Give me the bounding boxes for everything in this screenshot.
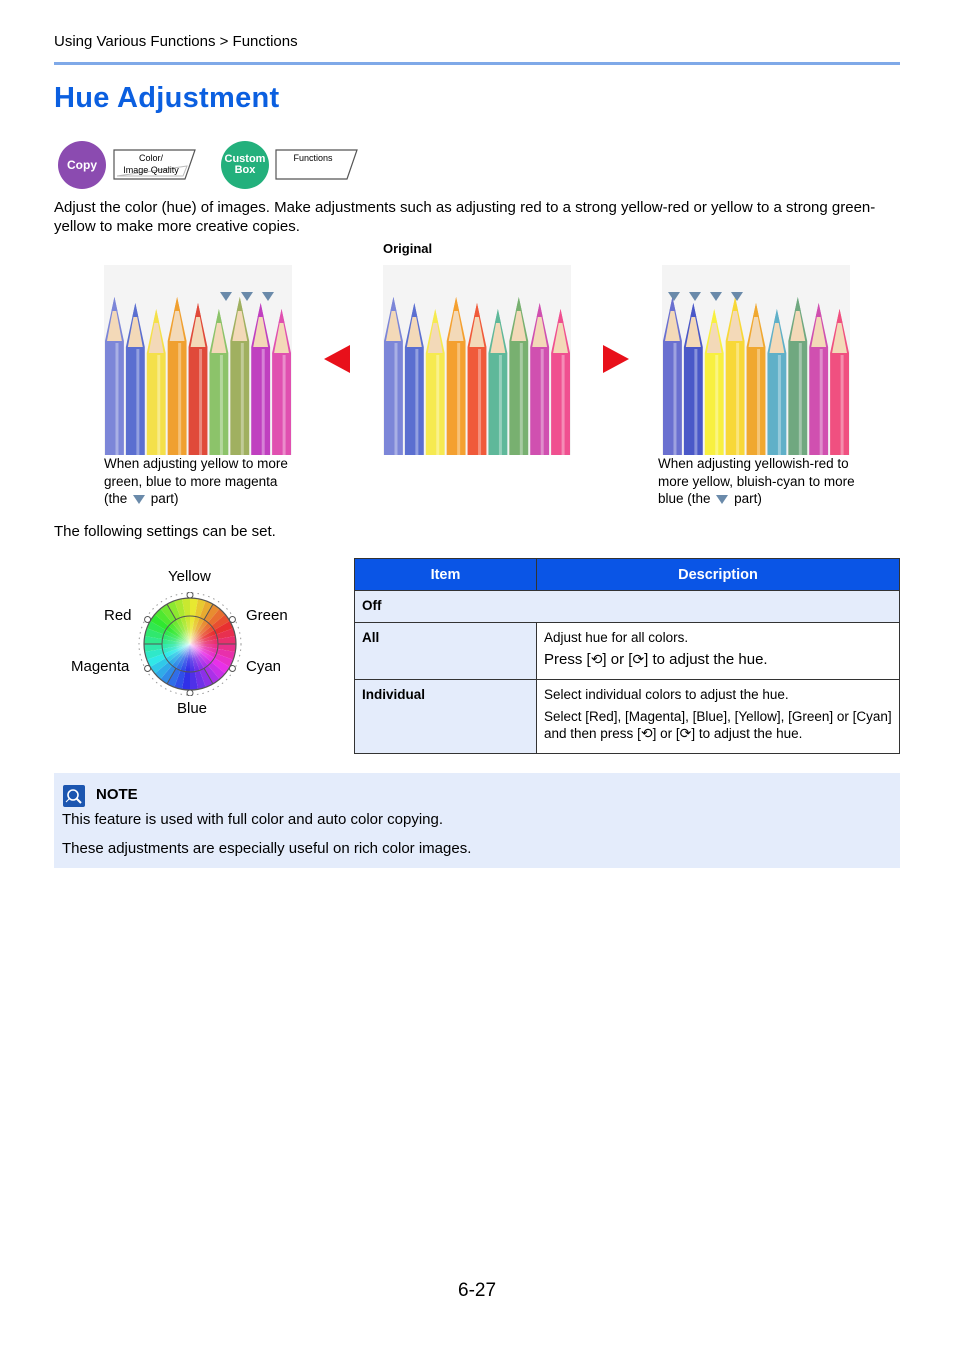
pencil-lead (558, 309, 564, 323)
pencil-highlight (799, 343, 802, 455)
triangle-marker-icon (262, 292, 274, 301)
pencil-lead (237, 297, 243, 311)
pencil-lead (837, 309, 843, 323)
pencil-highlight (178, 343, 181, 455)
page-title: Hue Adjustment (54, 82, 280, 114)
red-arrow-right-icon (603, 345, 629, 373)
original-label: Original (383, 241, 433, 256)
pencil-lead (132, 303, 138, 317)
pencil-highlight (778, 355, 781, 455)
table-header-description: Description (537, 559, 900, 591)
pencil-lead (153, 309, 159, 323)
table-row (355, 591, 900, 623)
header-rule (54, 62, 900, 65)
left-caption: When adjusting yellow to more green, blue to more magenta (the part) (104, 456, 288, 506)
pencil-highlight (220, 355, 223, 455)
row-desc-all: Adjust hue for all colors. Press [⟲] or [⟳] to adjust the hue. (537, 623, 900, 680)
row-item-all: All (355, 623, 537, 680)
triangle-marker-icon (731, 292, 743, 301)
rotate-left-icon: ⟲ (640, 725, 653, 741)
pencil-lead (411, 303, 417, 317)
wheel-knob (145, 666, 151, 672)
pencil-lead (690, 303, 696, 317)
wheel-knob (229, 666, 235, 672)
wheel-knob (187, 592, 193, 598)
pencil-lead (174, 297, 180, 311)
triangle-marker-icon (710, 292, 722, 301)
pencil-highlight (736, 343, 739, 455)
pencil-highlight (841, 355, 844, 455)
wheel-label-cyan: Cyan (246, 658, 282, 675)
pencil-highlight (283, 355, 286, 455)
note-line: This feature is used with full color and auto color copying. (62, 811, 444, 828)
wheel-label-blue: Blue (177, 700, 208, 717)
pencil-highlight (241, 343, 244, 455)
pencil-lead (258, 303, 264, 317)
pencil-highlight (115, 343, 118, 455)
table-row (355, 680, 900, 754)
wheel-knob (187, 690, 193, 696)
table-row (355, 623, 900, 680)
pencil-highlight (436, 355, 439, 455)
pencil-lead (390, 297, 396, 311)
pencil-lead (495, 309, 501, 323)
pencil-highlight (715, 355, 718, 455)
intro-text: Adjust the color (hue) of images. Make adjustments such as adjusting red to a strong yellow-red or yellow to a strong green-yellow to make more creative copies. (54, 199, 876, 235)
right-caption: When adjusting yellowish-red to more yellow, bluish-cyan to more blue (the part) (658, 456, 855, 506)
rotate-right-icon: ⟳ (679, 725, 692, 741)
functions-key[interactable] (275, 149, 359, 181)
pencil-lead (279, 309, 285, 323)
triangle-marker-icon (668, 292, 680, 301)
breadcrumb: Using Various Functions > Functions (54, 33, 298, 50)
pencil-lead (537, 303, 543, 317)
pencil-lead (474, 303, 480, 317)
row-item-off: Off (355, 591, 900, 623)
wheel-label-yellow: Yellow (168, 568, 211, 585)
row-desc-individual: Select individual colors to adjust the hue. Select [Red], [Magenta], [Blue], [Yellow], [Green] or [Cyan] and then press [⟲] or [⟳] to adjust the hue. (537, 680, 900, 754)
pencil-highlight (415, 349, 418, 455)
pencil-highlight (136, 349, 139, 455)
wheel-knob (145, 617, 151, 623)
triangle-marker-icon (133, 495, 145, 504)
triangle-marker-icon (689, 292, 701, 301)
settings-table (354, 558, 900, 754)
pencil-lead (711, 309, 717, 323)
pencil-lead (453, 297, 459, 311)
pencil-lead (753, 303, 759, 317)
pencil-lead (516, 297, 522, 311)
wheel-label-magenta: Magenta (71, 658, 130, 675)
page-number: 6-27 (458, 1280, 497, 1301)
pencil-highlight (457, 343, 460, 455)
pencil-lead (216, 309, 222, 323)
pencil-highlight (694, 349, 697, 455)
note-icon (63, 785, 85, 807)
note-line: These adjustments are especially useful on rich color images. (62, 840, 472, 857)
pencil-highlight (199, 349, 202, 455)
note-title: NOTE (96, 786, 138, 803)
pencil-highlight (262, 349, 265, 455)
pencil-lead (795, 297, 801, 311)
pencil-highlight (520, 343, 523, 455)
pencil-highlight (394, 343, 397, 455)
red-arrow-left-icon (324, 345, 350, 373)
color-wheel-icon (138, 592, 242, 696)
key-label: Color/ Image Quality (123, 153, 179, 175)
pencil-highlight (820, 349, 823, 455)
triangle-marker-icon (716, 495, 728, 504)
copy-button[interactable]: Copy (58, 141, 106, 189)
table-header-item: Item (355, 559, 537, 591)
pencil-lead (774, 309, 780, 323)
color-image-quality-key[interactable] (113, 149, 197, 181)
pencil-highlight (757, 349, 760, 455)
row-item-individual: Individual (355, 680, 537, 754)
wheel-knob (229, 617, 235, 623)
pencil-lead (111, 297, 117, 311)
rotate-left-icon: ⟲ (590, 651, 603, 667)
pencil-lead (195, 303, 201, 317)
custom-box-button[interactable]: Custom Box (221, 141, 269, 189)
pencil-highlight (673, 343, 676, 455)
pencil-lead (432, 309, 438, 323)
pencil-highlight (157, 355, 160, 455)
triangle-marker-icon (220, 292, 232, 301)
pencils-image-shifted-green-magenta (104, 265, 292, 455)
wheel-label-red: Red (104, 607, 132, 624)
key-label: Functions (293, 153, 333, 163)
hue-color-wheel (60, 560, 310, 725)
pencil-lead (816, 303, 822, 317)
pencils-image-shifted-yellow-blue (662, 265, 850, 455)
wheel-label-green: Green (246, 607, 288, 624)
triangle-marker-icon (241, 292, 253, 301)
pencil-highlight (562, 355, 565, 455)
note-box (54, 773, 900, 868)
pencil-highlight (541, 349, 544, 455)
settings-intro: The following settings can be set. (54, 523, 276, 540)
pencil-highlight (478, 349, 481, 455)
pencils-image-original (383, 265, 571, 455)
rotate-right-icon: ⟳ (632, 651, 645, 667)
pencil-highlight (499, 355, 502, 455)
